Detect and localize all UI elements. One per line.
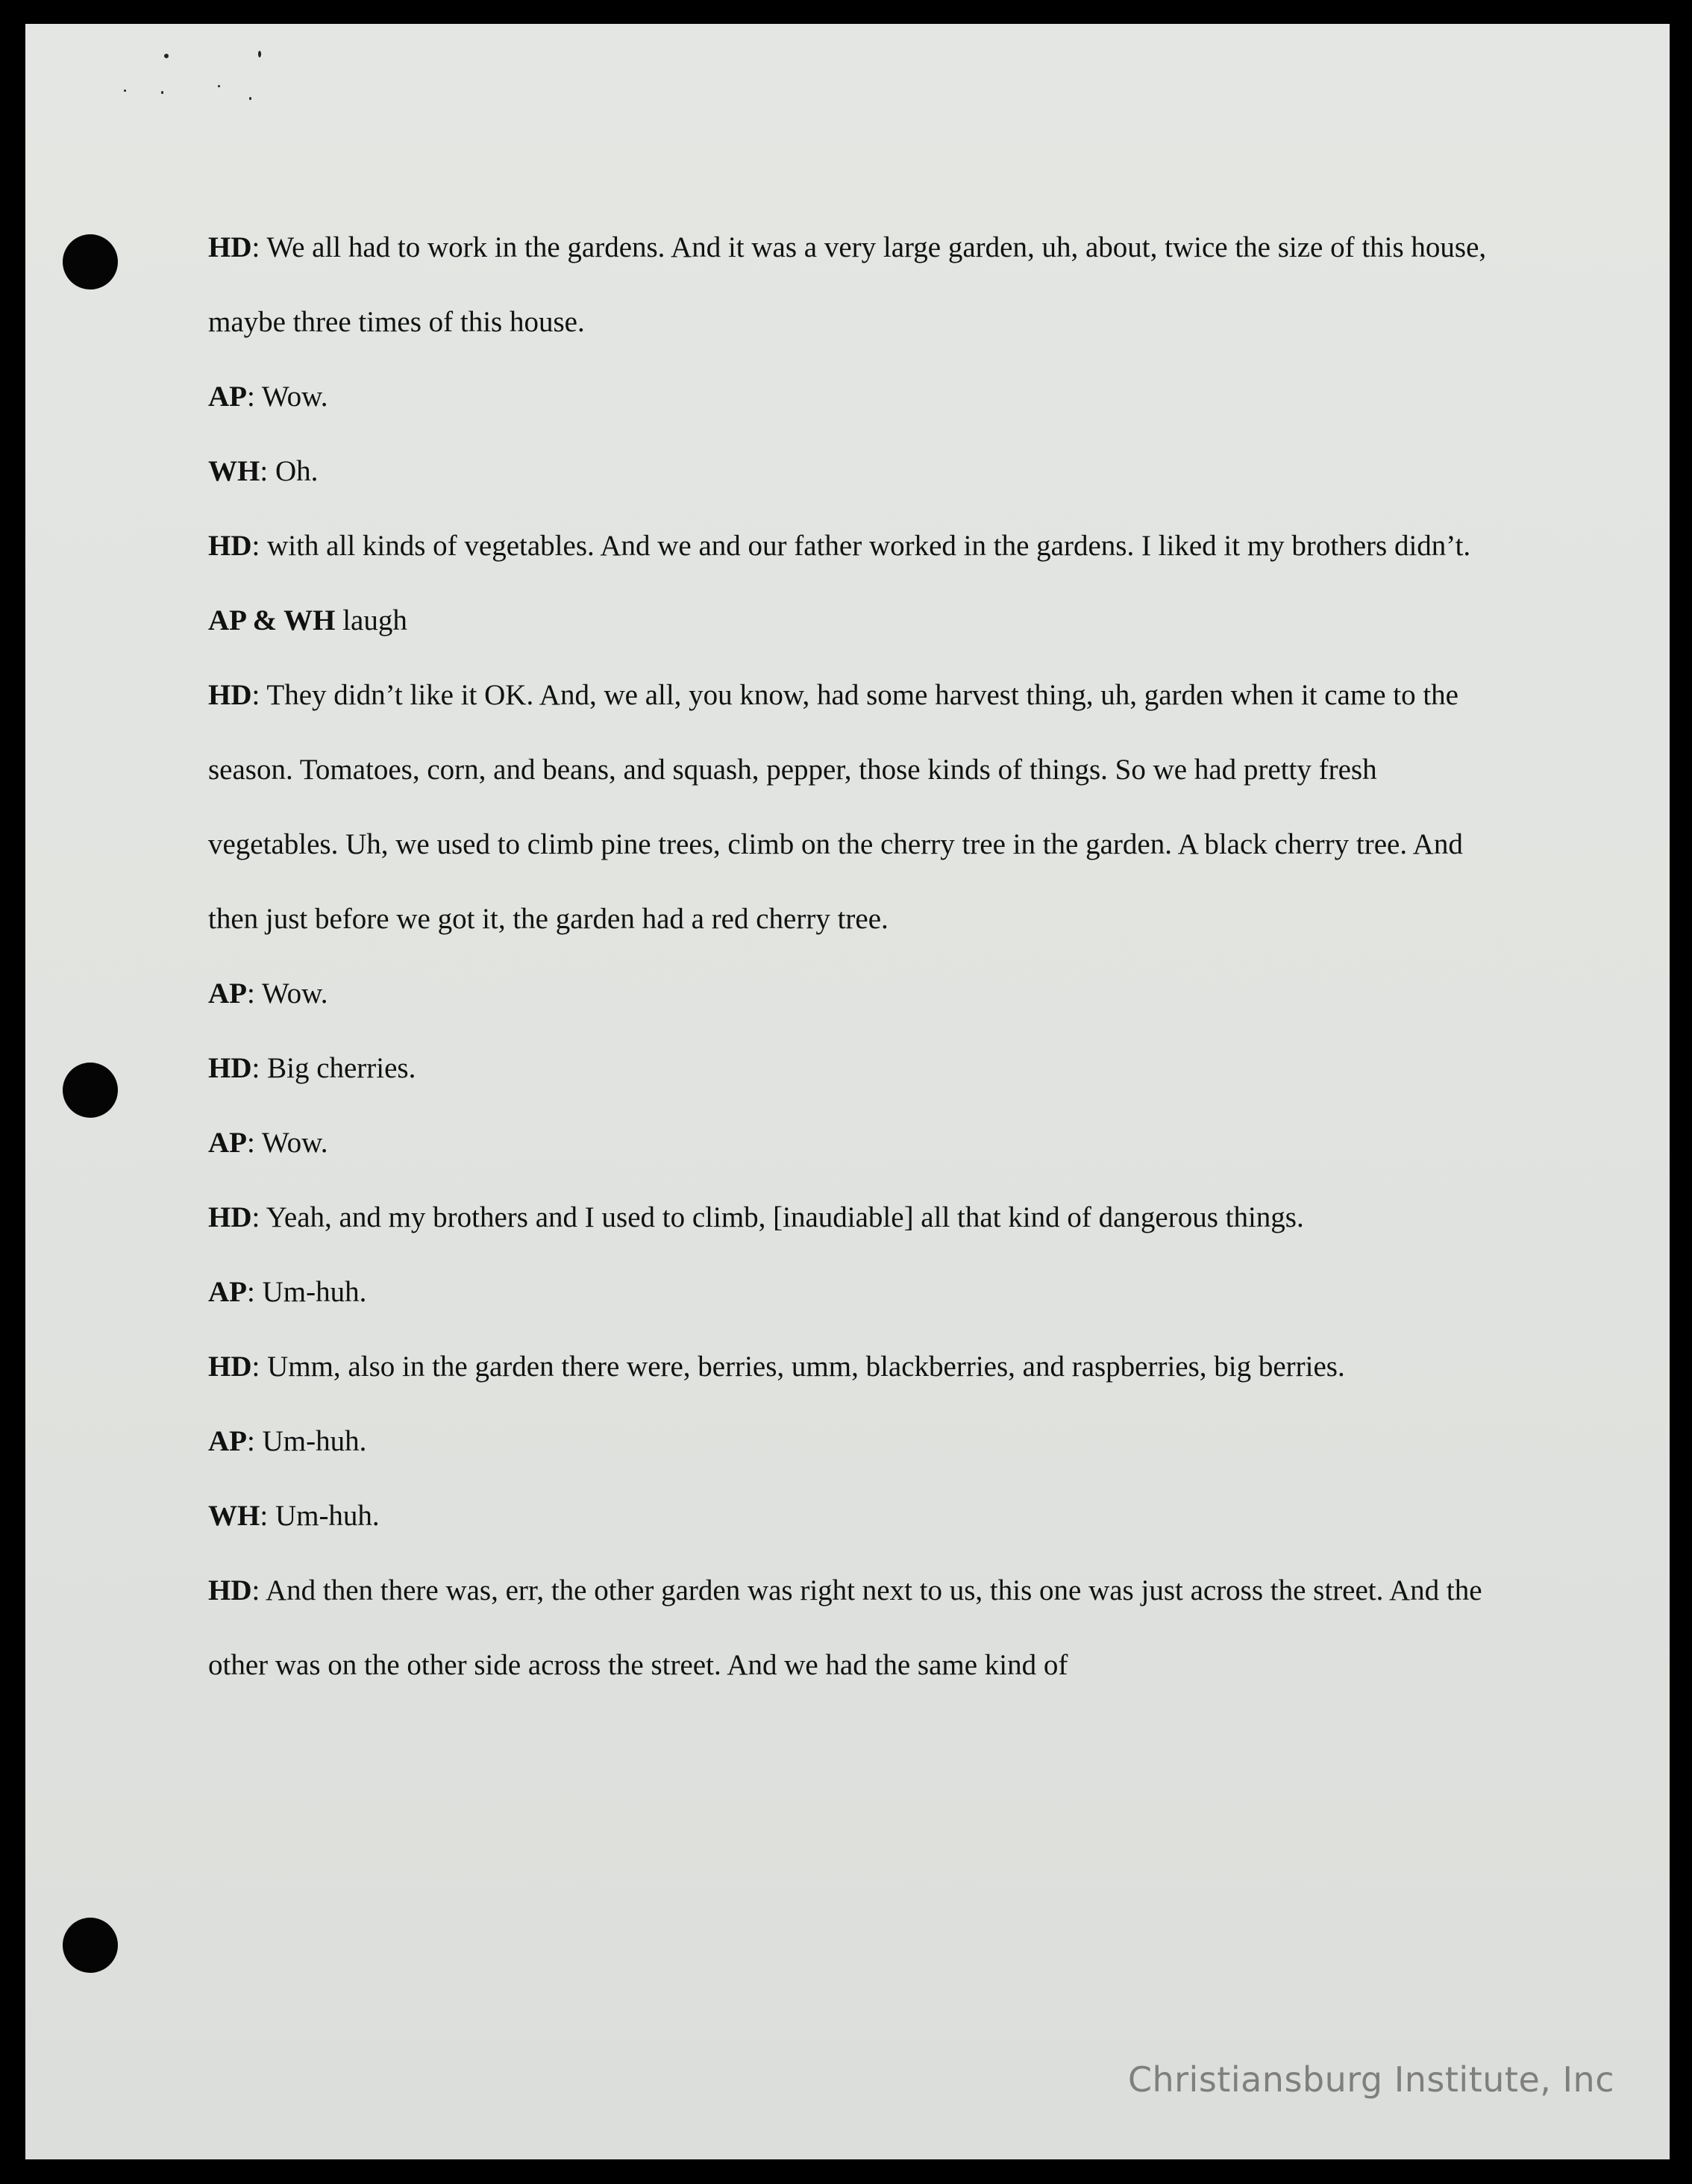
utterance-text: Oh. xyxy=(275,455,319,487)
utterance-text: And then there was, err, the other garden was right next to us, this one was just across the street. And the other was on the other side across the street. And we had the same kind of xyxy=(208,1574,1482,1681)
watermark: Christiansburg Institute, Inc xyxy=(1127,2059,1614,2100)
transcript-entry xyxy=(208,210,1499,360)
transcript-entry xyxy=(208,957,1499,1031)
speaker-label: AP xyxy=(208,381,247,413)
transcript-entry xyxy=(208,1553,1499,1703)
speaker-label: AP & WH xyxy=(208,604,336,636)
utterance-text: Um-huh. xyxy=(275,1500,380,1532)
speaker-label: AP xyxy=(208,1425,247,1457)
speaker-separator: : xyxy=(251,679,267,711)
transcript-entry xyxy=(208,434,1499,509)
speaker-separator: : xyxy=(247,977,262,1010)
speaker-separator: : xyxy=(247,381,262,413)
speaker-separator: : xyxy=(247,1425,263,1457)
binder-hole xyxy=(63,234,118,290)
transcript-entry xyxy=(208,1255,1499,1330)
utterance-text: Big cherries. xyxy=(267,1052,416,1084)
speaker-separator: : xyxy=(251,1201,266,1233)
transcript-entry xyxy=(208,1479,1499,1553)
speaker-separator: : xyxy=(251,530,268,562)
transcript-entry xyxy=(208,1404,1499,1479)
dust-speck xyxy=(161,91,163,94)
transcript-entry xyxy=(208,1180,1499,1255)
speaker-separator: : xyxy=(251,1052,268,1084)
speaker-label: HD xyxy=(208,1351,252,1383)
utterance-text: Wow. xyxy=(261,977,328,1010)
utterance-text: laugh xyxy=(342,604,407,636)
binder-hole xyxy=(63,1063,118,1118)
utterance-text: Wow. xyxy=(261,1127,328,1159)
transcript-entry xyxy=(208,658,1499,957)
dust-speck xyxy=(218,85,220,87)
transcript-entry xyxy=(208,583,1499,658)
speaker-label: HD xyxy=(208,1574,252,1606)
speaker-label: AP xyxy=(208,1276,247,1308)
speaker-separator: : xyxy=(251,231,267,263)
speaker-separator xyxy=(335,604,342,636)
speaker-separator: : xyxy=(251,1351,268,1383)
dust-speck xyxy=(249,97,251,100)
transcript-entry xyxy=(208,360,1499,434)
speaker-label: HD xyxy=(208,1052,252,1084)
document-page xyxy=(25,24,1670,2159)
speaker-label: HD xyxy=(208,1201,252,1233)
speaker-label: AP xyxy=(208,977,247,1010)
speaker-label: HD xyxy=(208,679,252,711)
utterance-text: with all kinds of vegetables. And we and our father worked in the gardens. I liked it my brothers didn’t. xyxy=(267,530,1471,562)
transcript-entry xyxy=(208,1031,1499,1106)
speaker-label: HD xyxy=(208,530,252,562)
utterance-text: Um-huh. xyxy=(262,1425,367,1457)
speaker-label: HD xyxy=(208,231,252,263)
binder-hole xyxy=(63,1918,118,1973)
utterance-text: We all had to work in the gardens. And it was a very large garden, uh, about, twice the size of this house, maybe three times of this house. xyxy=(208,231,1487,338)
speaker-separator: : xyxy=(247,1127,262,1159)
transcript xyxy=(208,210,1499,1703)
speaker-label: AP xyxy=(208,1127,247,1159)
speaker-separator: : xyxy=(247,1276,263,1308)
utterance-text: Yeah, and my brothers and I used to climb, [inaudiable] all that kind of dangerous things. xyxy=(266,1201,1304,1233)
dust-speck xyxy=(124,90,126,92)
utterance-text: Wow. xyxy=(261,381,328,413)
transcript-entry xyxy=(208,509,1499,583)
speaker-label: WH xyxy=(208,455,260,487)
speaker-separator: : xyxy=(260,1500,275,1532)
speaker-separator: : xyxy=(251,1574,266,1606)
dust-speck xyxy=(164,54,169,58)
speaker-separator: : xyxy=(260,455,275,487)
dust-speck xyxy=(258,51,261,57)
utterance-text: Um-huh. xyxy=(262,1276,367,1308)
utterance-text: Umm, also in the garden there were, berries, umm, blackberries, and raspberries, big berries. xyxy=(267,1351,1345,1383)
transcript-entry xyxy=(208,1330,1499,1404)
utterance-text: They didn’t like it OK. And, we all, you know, had some harvest thing, uh, garden when it came to the season. Tomatoes, corn, and beans, and squash, pepper, those kinds of things. So we had pretty fresh vegetables. Uh, we used to climb pine trees, climb on the cherry tree in the garden. A black cherry tree. And then just before we got it, the garden had a red cherry tree. xyxy=(208,679,1463,935)
speaker-label: WH xyxy=(208,1500,260,1532)
transcript-entry xyxy=(208,1106,1499,1180)
